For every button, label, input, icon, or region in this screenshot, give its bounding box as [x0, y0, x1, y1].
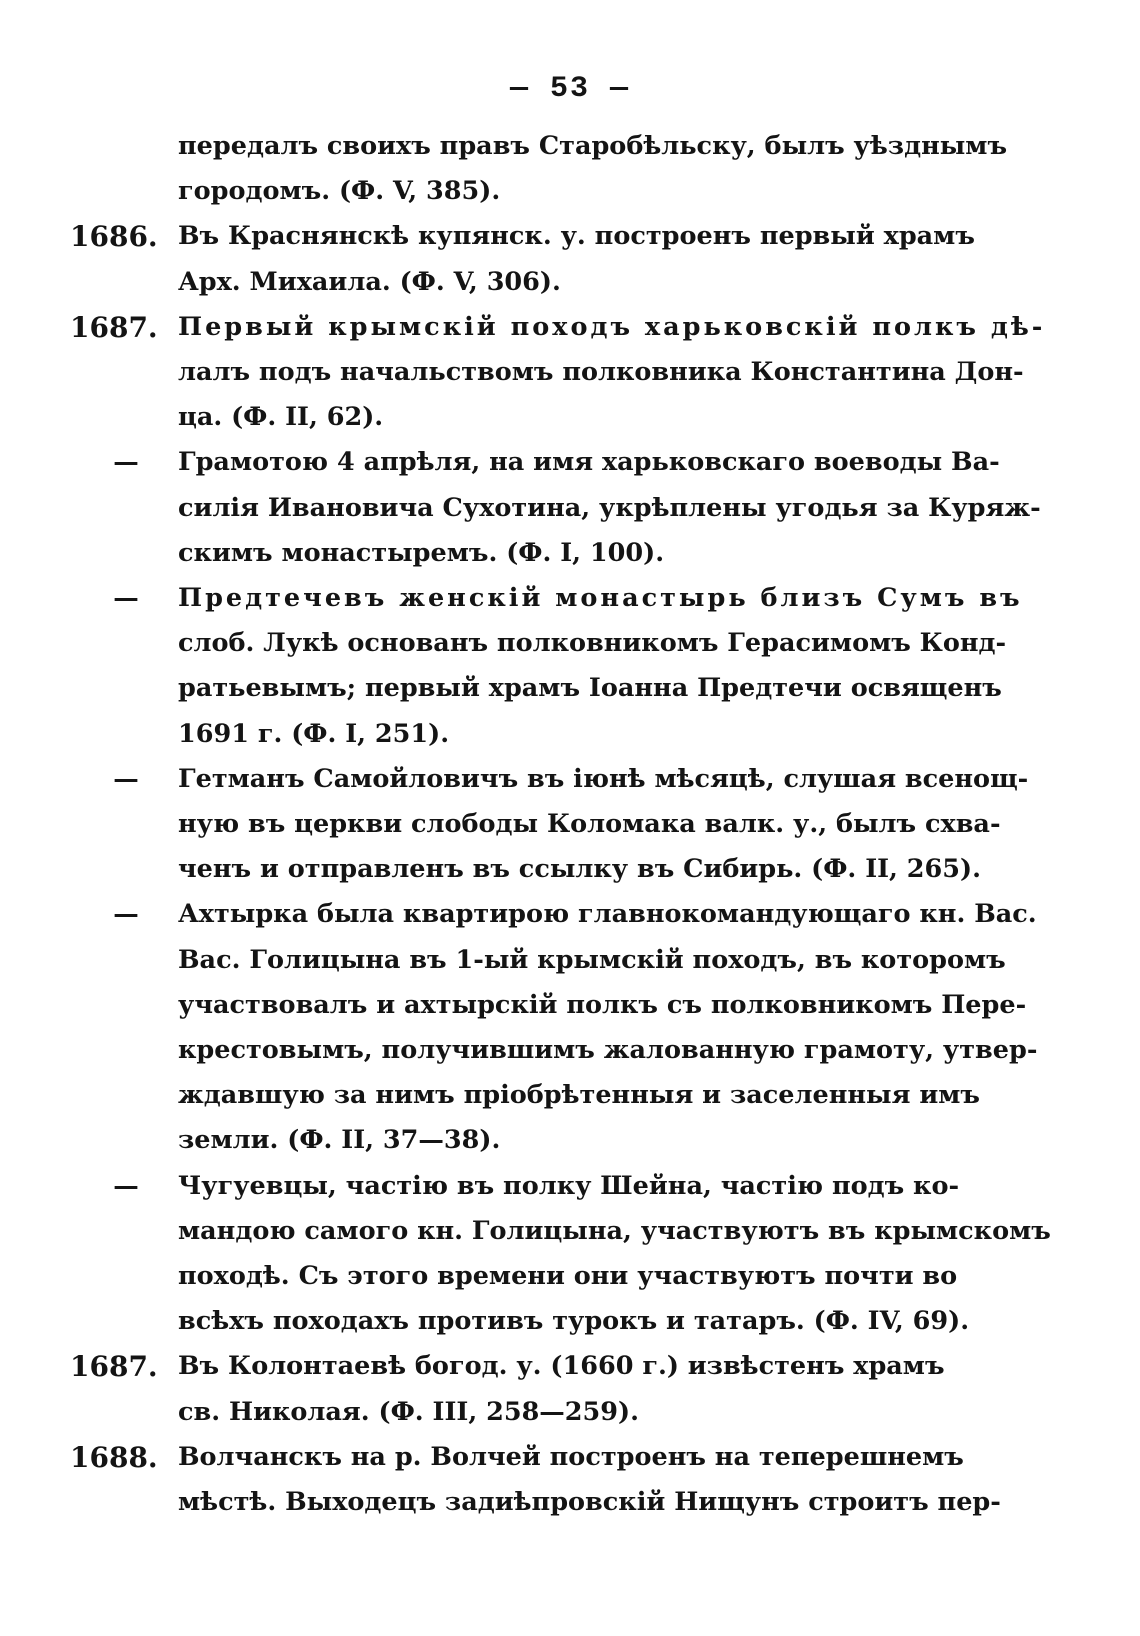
text-line: городомъ. (Ф. V, 385).	[178, 176, 501, 207]
entry-body	[178, 1435, 1001, 1525]
text-line: Первый крымскій походъ харьковскій полкъ дѣ-	[178, 311, 1046, 342]
entry-year: 1686.	[70, 220, 158, 254]
text-line: ждавшую за нимъ пріобрѣтенныя и заселенныя имъ	[178, 1080, 980, 1111]
entry-body	[178, 892, 1038, 1163]
entry-year: 1687.	[70, 310, 158, 344]
text-line: скимъ монастыремъ. (Ф. I, 100).	[178, 537, 665, 568]
chronicle-entry	[70, 214, 975, 304]
entry-body	[178, 576, 1023, 757]
chronicle-entry	[70, 892, 1038, 1163]
text-line: лалъ подъ начальствомъ полковника Константина Дон-	[178, 357, 1024, 388]
entry-body	[178, 1344, 945, 1434]
entry-body	[178, 757, 1029, 893]
text-line: Въ Колонтаевѣ богод. у. (1660 г.) извѣстенъ храмъ	[178, 1351, 945, 1382]
page-text	[70, 124, 1051, 1525]
chronicle-entry	[70, 440, 1041, 576]
text-line: ратьевымъ; первый храмъ Іоанна Предтечи освященъ	[178, 673, 1002, 704]
entry-body	[178, 214, 975, 304]
text-line: ченъ и отправленъ въ ссылку въ Сибирь. (Ф. II, 265).	[178, 854, 981, 885]
text-line: ную въ церкви слободы Коломака валк. у., былъ схва-	[178, 809, 1001, 840]
text-line: Вас. Голицына въ 1-ый крымскій походъ, въ которомъ	[178, 944, 1006, 975]
entry-dash: —	[113, 763, 139, 794]
text-line: Ахтырка была квартирою главнокомандующаго кн. Вас.	[178, 899, 1037, 930]
text-line: мандою самого кн. Голицына, участвуютъ въ крымскомъ	[178, 1215, 1051, 1246]
entry-dash: —	[113, 899, 139, 930]
text-line: походѣ. Съ этого времени они участвуютъ почти во	[178, 1261, 958, 1292]
chronicle-entry	[70, 1164, 1051, 1345]
entry-dash: —	[113, 447, 139, 478]
text-line: 1691 г. (Ф. I, 251).	[178, 718, 450, 749]
entry-body	[178, 1164, 1051, 1345]
entry-dash: —	[113, 1170, 139, 1201]
entry-marker	[70, 124, 178, 214]
entry-year: 1688.	[70, 1440, 158, 1474]
text-line: мѣстѣ. Выходецъ задиѣпровскій Нищунъ строитъ пер-	[178, 1487, 1001, 1518]
entry-dash: —	[113, 583, 139, 614]
text-line: Арх. Михаила. (Ф. V, 306).	[178, 266, 561, 297]
entry-body	[178, 305, 1046, 441]
text-line: передалъ своихъ правъ Старобѣльску, былъ уѣзднымъ	[178, 131, 1008, 161]
text-line: крестовымъ, получившимъ жалованную грамоту, утвер-	[178, 1035, 1038, 1066]
chronicle-entry	[70, 576, 1023, 757]
text-line: ца. (Ф. II, 62).	[178, 402, 384, 433]
text-line: Грамотою 4 апрѣля, на имя харьковскаго воеводы Ва-	[178, 447, 1000, 478]
chronicle-entry	[70, 124, 1008, 214]
entry-body	[178, 124, 1008, 214]
text-line: Чугуевцы, частію въ полку Шейна, частію подъ ко-	[178, 1170, 960, 1201]
text-line: св. Николая. (Ф. III, 258—259).	[178, 1396, 639, 1427]
text-line: слоб. Лукѣ основанъ полковникомъ Герасимомъ Конд-	[178, 628, 1007, 659]
entry-year: 1687.	[70, 1350, 158, 1384]
text-line: силія Ивановича Сухотина, укрѣплены угодья за Куряж-	[178, 492, 1041, 523]
text-line: Волчанскъ на р. Волчей построенъ на теперешнемъ	[178, 1441, 964, 1472]
text-line: всѣхъ походахъ противъ турокъ и татаръ. (Ф. IV, 69).	[178, 1306, 970, 1337]
text-line: Въ Краснянскѣ купянск. у. построенъ первый храмъ	[178, 221, 975, 252]
chronicle-entry	[70, 757, 1029, 893]
entry-body	[178, 440, 1041, 576]
chronicle-entry	[70, 1344, 950, 1434]
text-line: Гетманъ Самойловичъ въ іюнѣ мѣсяцѣ, слушая всенощ-	[178, 763, 1029, 794]
text-line: земли. (Ф. II, 37—38).	[178, 1125, 501, 1156]
page-number: — 53 —	[509, 72, 631, 106]
chronicle-entry	[70, 1435, 1001, 1525]
text-line: участвовалъ и ахтырскій полкъ съ полковникомъ Пере-	[178, 989, 1027, 1020]
text-line: Предтечевъ женскій монастырь близъ Сумъ въ	[178, 583, 1023, 614]
chronicle-entry	[70, 305, 1046, 441]
